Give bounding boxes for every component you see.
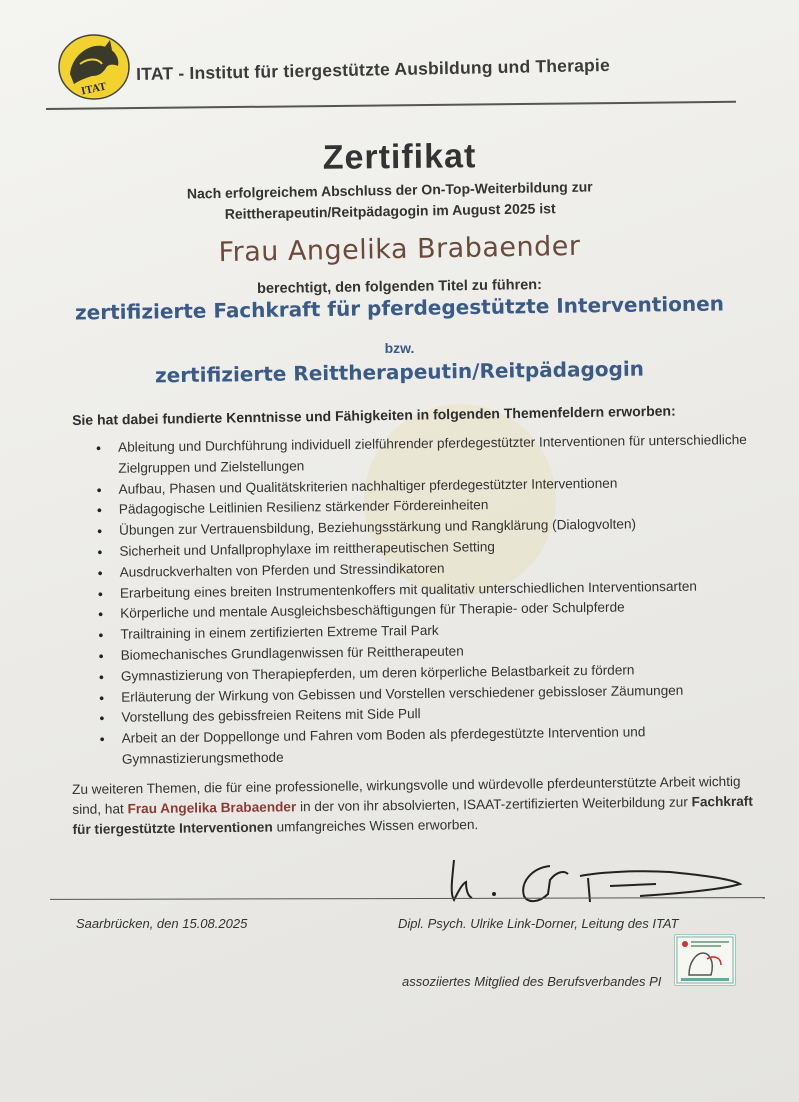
list-item: • Körperliche und mentale Ausgleichsbeschäftigungen für Therapie- oder Schulpferde bbox=[98, 596, 778, 625]
itat-logo-icon bbox=[58, 34, 130, 100]
list-item: • Sicherheit und Unfallprophylaxe im reittherapeutischen Setting bbox=[97, 534, 777, 563]
membership-note: assoziiertes Mitglied des Berufsverbandes PI bbox=[402, 974, 662, 989]
list-item: • Trailtraining in einem zertifizierten Extreme Trail Park bbox=[98, 617, 778, 646]
signer-name: Dipl. Psych. Ulrike Link-Dorner, Leitung des ITAT bbox=[398, 916, 679, 931]
title-connector: bzw. bbox=[384, 340, 415, 356]
awarded-title-2: zertifizierte Reittherapeutin/Reitpädagogin bbox=[154, 356, 645, 388]
intro-line-2: Reittherapeutin/Reitpädagogin im August 2025 ist bbox=[224, 200, 556, 222]
closing-program-name: Fachkraft für tiergestützte Interventionen bbox=[72, 793, 753, 837]
list-item: • Gymnastizierung von Therapiepferden, um deren körperliche Belastbarkeit zu fördern bbox=[99, 658, 779, 687]
skills-list bbox=[96, 430, 780, 771]
awarded-title-1: zertifizierte Fachkraft für pferdegestützte Interventionen bbox=[74, 291, 725, 325]
list-item: • Erläuterung der Wirkung von Gebissen und Vorstellen verschiedener gebissloser Zäumungen bbox=[99, 679, 779, 708]
list-item: • Übungen zur Vertrauensbildung, Beziehungsstärkung und Rangklärung (Dialogvolten) bbox=[97, 513, 777, 542]
logo-text: ITAT bbox=[80, 80, 108, 98]
signature-icon bbox=[440, 850, 760, 920]
certificate-title: Zertifikat bbox=[322, 137, 477, 177]
intro-line-1: Nach erfolgreichem Abschluss der On-Top-Weiterbildung zur bbox=[186, 178, 593, 202]
list-item: • Erarbeitung eines breiten Instrumentenkoffers mit qualitativ unterschiedlichen Interventionsarten bbox=[98, 575, 778, 604]
intro-text bbox=[100, 175, 681, 227]
closing-text-1: Zu weiteren Themen, die für eine professionelle, wirkungsvolle und würdevolle pferdeunterstützte Arbeit wichtig sind, hat bbox=[72, 773, 741, 817]
header-divider bbox=[46, 101, 736, 110]
entitled-text: berechtigt, den folgenden Titel zu führen: bbox=[256, 277, 543, 297]
association-badge-icon bbox=[674, 934, 736, 986]
list-item: • Arbeit an der Doppellonge und Fahren vom Boden als pferdegestützte Intervention und Gymnastizierungsmethode bbox=[100, 721, 780, 771]
list-item: • Vorstellung des gebissfreien Reitens mit Side Pull bbox=[99, 700, 779, 729]
recipient-name: Frau Angelika Brabaender bbox=[218, 230, 581, 269]
closing-paragraph bbox=[72, 772, 763, 840]
closing-recipient-name: Frau Angelika Brabaender bbox=[127, 799, 297, 817]
closing-text-3: umfangreiches Wissen erworben. bbox=[272, 817, 479, 835]
list-item: • Ausdruckverhalten von Pferden und Stressindikatoren bbox=[98, 554, 778, 583]
institute-name: ITAT - Institut für tiergestützte Ausbildung und Therapie bbox=[136, 54, 611, 84]
list-item: • Pädagogische Leitlinien Resilienz stärkender Fördereinheiten bbox=[97, 492, 777, 521]
list-item: • Ableitung und Durchführung individuell zielführender pferdegestützter Interventionen für unterschiedliche Zielgruppen und Zielstellungen bbox=[96, 430, 776, 480]
skills-heading: Sie hat dabei fundierte Kenntnisse und Fähigkeiten in folgenden Themenfeldern erworben: bbox=[72, 402, 676, 428]
list-item: • Aufbau, Phasen und Qualitätskriterien nachhaltiger pferdegestützter Interventionen bbox=[97, 471, 777, 500]
closing-text-2: in der von ihr absolvierten, ISAAT-zertifizierten Weiterbildung zur bbox=[296, 794, 692, 815]
place-and-date: Saarbrücken, den 15.08.2025 bbox=[76, 916, 248, 931]
list-item: • Biomechanisches Grundlagenwissen für Reittherapeuten bbox=[99, 638, 779, 667]
